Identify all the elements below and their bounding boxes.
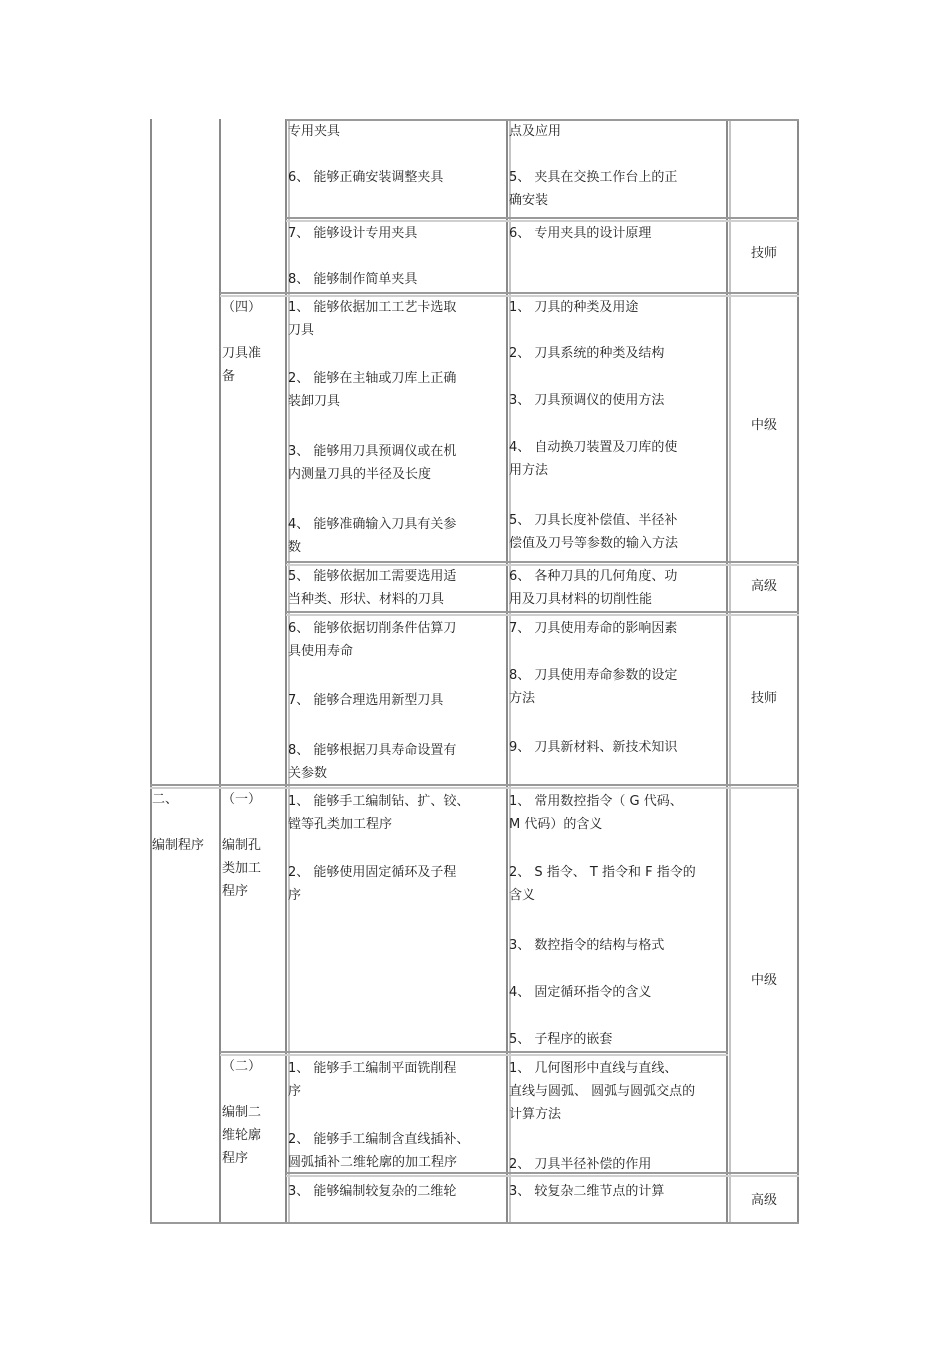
skill-text: 专用夹具 6、 能够正确安装调整夹具 [288, 124, 444, 185]
skill-text: 7、 能够设计专用夹具 8、 能够制作简单夹具 [288, 226, 418, 287]
knowledge-text: 1、 刀具的种类及用途 2、 刀具系统的种类及结构 3、 刀具预调仪的使用方法 4、 自动换刀装置及刀库的使 用方法 5、 刀具长度补偿值、半径补 偿值及刀号等参数的输入方法 [509, 300, 679, 551]
skill-text: 1、 能够手工编制平面铣削程 序 2、 能够手工编制含直线插补、 圆弧插补二维轮廓的加工程序 [288, 1061, 470, 1170]
level-label: 技师 [750, 691, 777, 706]
knowledge-text: 6、 各种刀具的几何角度、功 用及刀具材料的切削性能 [509, 569, 678, 607]
knowledge-text: 3、 较复杂二维节点的计算 [509, 1184, 665, 1199]
level-label: 高级 [750, 1193, 777, 1208]
skill-text: 1、 能够手工编制钻、扩、铰、 镗等孔类加工程序 2、 能够使用固定循环及子程 序 [288, 794, 470, 903]
knowledge-text: 6、 专用夹具的设计原理 [509, 226, 652, 241]
knowledge-text: 7、 刀具使用寿命的影响因素 8、 刀具使用寿命参数的设定 方法 9、 刀具新材料、新技术知识 [509, 621, 678, 755]
sub-item-title: （一） 编制孔 类加工 程序 [222, 792, 262, 899]
level-label: 高级 [750, 579, 777, 594]
skill-text: 3、 能够编制较复杂的二维轮 [288, 1184, 457, 1199]
level-label: 中级 [750, 973, 777, 988]
skill-text: 5、 能够依据加工需要选用适 当种类、形状、材料的刀具 [288, 569, 457, 607]
sub-item-title: （二） 编制二 维轮廓 程序 [222, 1059, 262, 1166]
skill-text: 6、 能够依据切削条件估算刀 具使用寿命 7、 能够合理选用新型刀具 8、 能够根据刀具寿命设置有 关参数 [288, 621, 457, 781]
section-title: 二、 编制程序 [152, 792, 205, 853]
knowledge-text: 1、 常用数控指令（ G 代码、 M 代码）的含义 2、 S 指令、 T 指令和 F 指令的 含义 3、 数控指令的结构与格式 4、 固定循环指令的含义 5、 子程序的嵌套 [509, 794, 696, 1047]
skill-text: 1、 能够依据加工工艺卡选取 刀具 2、 能够在主轴或刀库上正确 装卸刀具 3、 能够用刀具预调仪或在机 内测量刀具的半径及长度 4、 能够准确输入刀具有关参 数 [288, 300, 457, 555]
sub-item-title: （四） 刀具准 备 [222, 300, 262, 384]
knowledge-text: 1、 几何图形中直线与直线、 直线与圆弧、 圆弧与圆弧交点的 计算方法 2、 刀具半径补偿的作用 [509, 1061, 696, 1172]
level-label: 技师 [750, 246, 777, 261]
level-label: 中级 [750, 418, 777, 433]
knowledge-text: 点及应用 5、 夹具在交换工作台上的正 确安装 [509, 124, 678, 208]
